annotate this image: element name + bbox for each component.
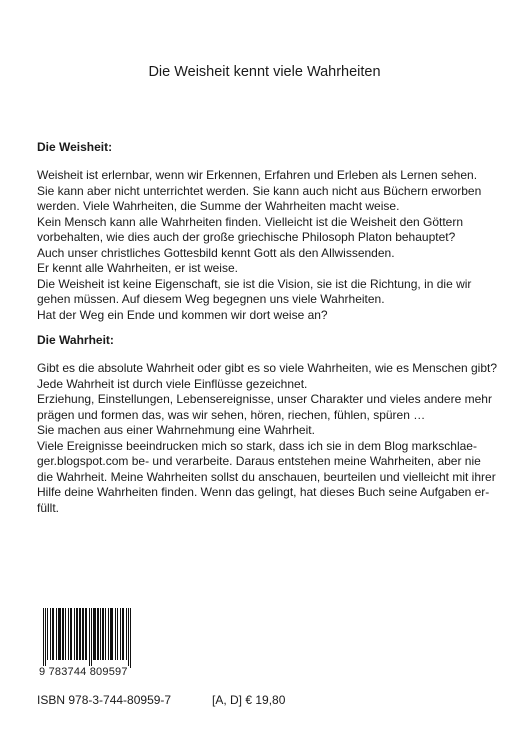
paragraph-line: Auch unser christliches Gottesbild kennt Gott als den Allwissenden. bbox=[37, 245, 395, 260]
section-wahrheit bbox=[37, 333, 507, 516]
paragraph-line: Jede Wahrheit ist durch viele Einflüsse gezeichnet. bbox=[37, 376, 308, 391]
paragraph-line: Sie kann aber nicht unterrichtet werden. Sie kann auch nicht aus Büchern erworben bbox=[37, 183, 482, 198]
barcode-digits: 9 783744 809597 bbox=[39, 666, 128, 678]
paragraph-line: Gibt es die absolute Wahrheit oder gibt es so viele Wahrheiten, wie es Menschen gibt? bbox=[37, 361, 498, 375]
paragraph-line: Er kennt alle Wahrheiten, er ist weise. bbox=[37, 261, 238, 275]
paragraph-line: prägen und formen das, was wir sehen, hören, riechen, fühlen, spüren … bbox=[37, 407, 426, 422]
paragraph-line: vorbehalten, wie dies auch der große griechische Philosoph Platon behauptet? bbox=[37, 230, 456, 244]
section-weisheit bbox=[37, 140, 507, 323]
section-heading-weisheit: Die Weisheit: bbox=[37, 140, 113, 154]
paragraph-line: Sie machen aus einer Wahrnehmung eine Wahrheit. bbox=[37, 423, 315, 437]
barcode bbox=[37, 608, 189, 682]
barcode-bars bbox=[37, 608, 189, 668]
paragraph-line: Hat der Weg ein Ende und kommen wir dort weise an? bbox=[37, 307, 328, 322]
paragraph-line: werden. Viele Wahrheiten, die Summe der Wahrheiten macht weise. bbox=[37, 199, 400, 213]
paragraph-line: Die Weisheit ist keine Eigenschaft, sie ist die Vision, sie ist die Richtung, in die wir bbox=[37, 276, 472, 291]
paragraph-line: ger.blogspot.com be- und verarbeite. Daraus entstehen meine Wahrheiten, aber nie bbox=[37, 454, 481, 468]
paragraph-line: die Wahrheit. Meine Wahrheiten sollst du anschauen, beurteilen und vielleicht mit ihrer bbox=[37, 469, 496, 484]
isbn-number: ISBN 978-3-744-80959-7 bbox=[37, 693, 172, 707]
paragraph-line: Hilfe deine Wahrheiten finden. Wenn das gelingt, hat dieses Buch seine Aufgaben er- bbox=[37, 485, 490, 499]
paragraph-line: Kein Mensch kann alle Wahrheiten finden. Vielleicht ist die Weisheit den Göttern bbox=[37, 214, 464, 229]
paragraph-line: Erziehung, Einstellungen, Lebensereignisse, unser Charakter und vieles andere mehr bbox=[37, 392, 492, 406]
page-title: Die Weisheit kennt viele Wahrheiten bbox=[148, 64, 381, 80]
paragraph-line: Weisheit ist erlernbar, wenn wir Erkennen, Erfahren und Erleben als Lernen sehen. bbox=[37, 168, 478, 182]
paragraph-line: füllt. bbox=[37, 500, 60, 515]
section-heading-wahrheit: Die Wahrheit: bbox=[37, 333, 114, 347]
price-label: [A, D] € 19,80 bbox=[212, 693, 286, 707]
paragraph-line: gehen müssen. Auf diesem Weg begegnen uns viele Wahrheiten. bbox=[37, 292, 385, 306]
paragraph-line: Viele Ereignisse beeindrucken mich so stark, dass ich sie in dem Blog markschlae- bbox=[37, 438, 477, 453]
